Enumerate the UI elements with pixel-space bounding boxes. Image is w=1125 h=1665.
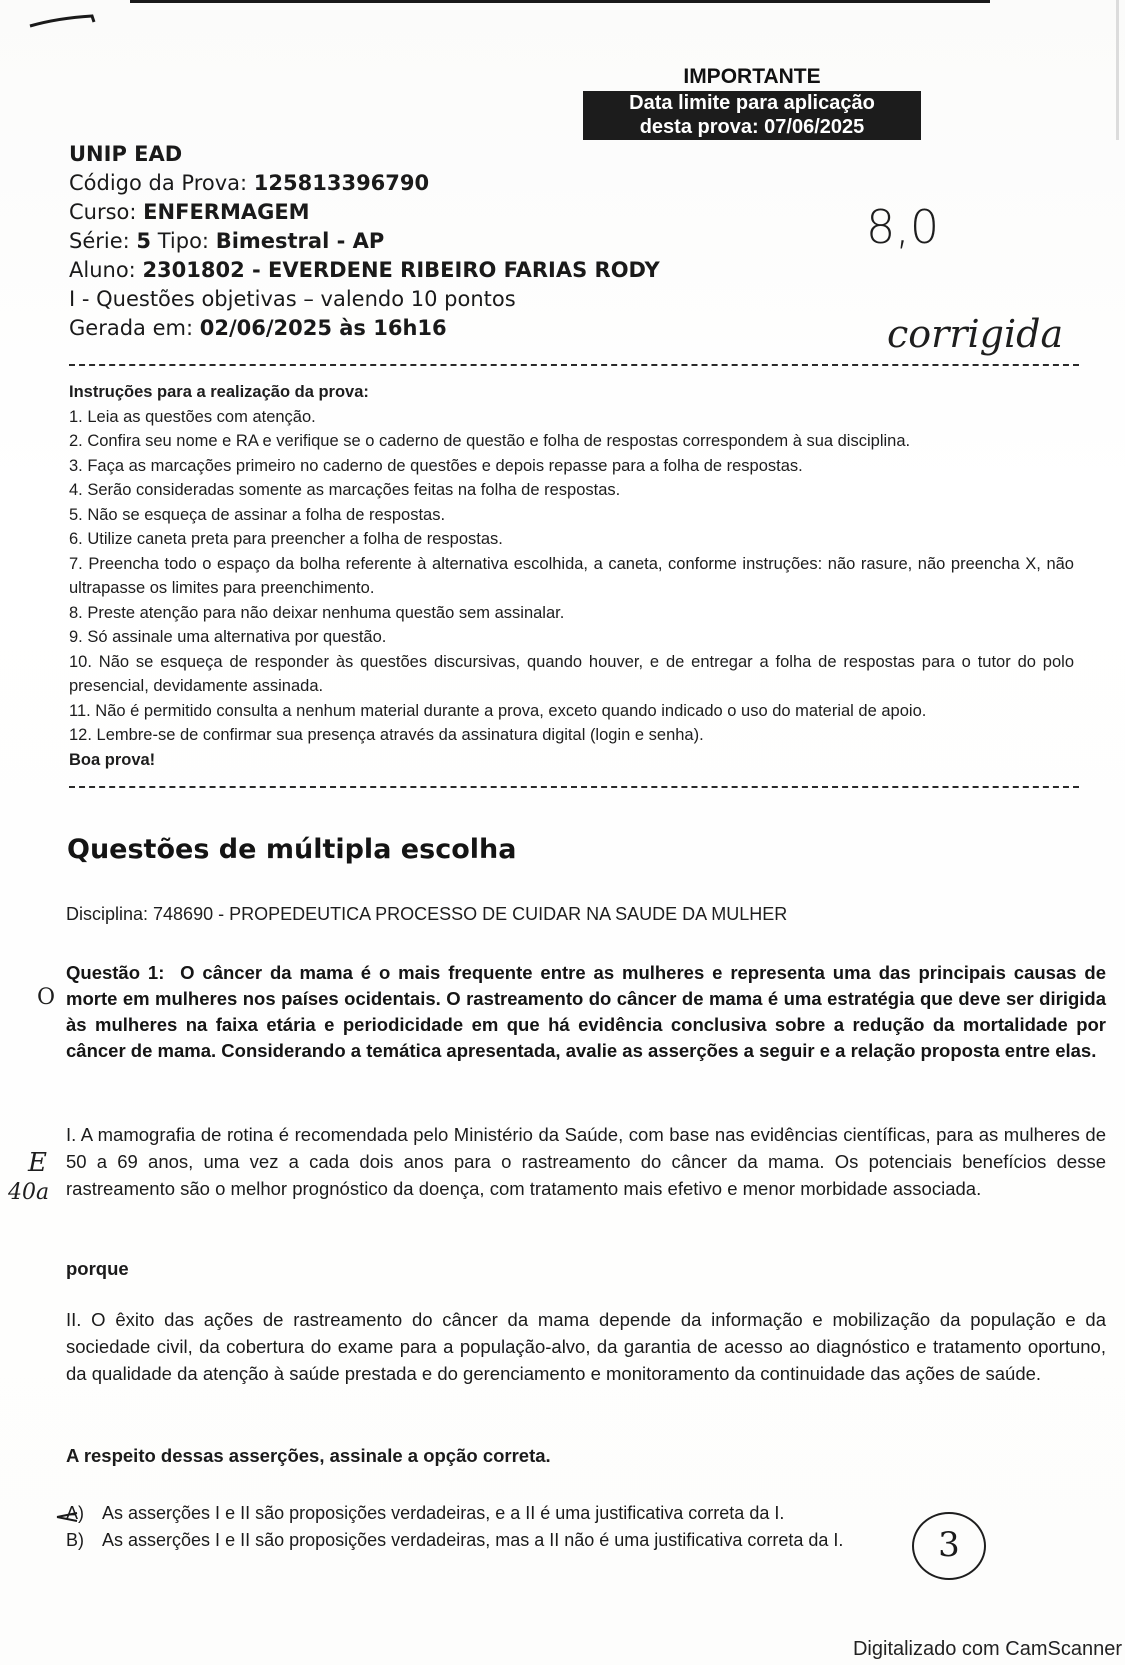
notice-title: IMPORTANTE [683,65,821,88]
serie-label: Série: [69,229,130,253]
notice-box [583,91,921,140]
notice-line-2: desta prova: 07/06/2025 [639,116,865,138]
serie-line [69,227,660,256]
discipline-line: Disciplina: 748690 - PROPEDEUTICA PROCESSO DE CUIDAR NA SAUDE DA MULHER [66,904,788,924]
instructions-heading: Instruções para a realização da prova: [69,383,369,401]
option-b-text: As asserções I e II são proposições verdadeiras, mas a II não é uma justificativa correta da I. [102,1530,844,1550]
curso-label: Curso: [69,200,137,224]
option-a[interactable] [66,1503,784,1524]
question-1-stem [66,960,1106,1064]
gerada-value: 02/06/2025 às 16h16 [199,316,447,340]
handwritten-margin-note: 40a [8,1180,50,1205]
aluno-label: Aluno: [69,258,136,282]
assertion-1: I. A mamografia de rotina é recomendada pelo Ministério da Saúde, com base nas evidências científicas, para as mulheres de 50 a 69 anos, uma vez a cada dois anos para o rastreamento do câncer da mama. Os potenciais benefícios desse rastreamento são o melhor prognóstico da doença, com tratamento mais efetivo e menor morbidade associada. [66,1124,1106,1199]
option-b[interactable] [66,1530,843,1551]
porque-connector: porque [66,1258,129,1279]
instruction-item: 6. Utilize caneta preta para preencher a folha de respostas. [69,530,503,548]
codigo-value: 125813396790 [253,171,430,195]
divider-bottom [69,786,1079,788]
instruction-item: 8. Preste atenção para não deixar nenhuma questão sem assinalar. [69,603,565,622]
instruction-item: 4. Serão consideradas somente as marcações feitas na folha de respostas. [69,481,621,499]
curso-value: ENFERMAGEM [143,200,310,224]
serie-value: 5 [136,229,152,253]
instruction-item: 1. Leia as questões com atenção. [69,407,316,426]
section-title: Questões de múltipla escolha [67,834,517,865]
divider-top [69,364,1079,366]
notice-line-1: Data limite para aplicação [629,92,875,114]
assertion-2: II. O êxito das ações de rastreamento do câncer da mama depende da informação e mobilização da população e da sociedade civil, da cobertura do exame para a população-alvo, da garantia de acesso ao diagnóstico e tratamento oportuno, da qualidade da atenção à saúde prestada e do gerenciamento e monitoramento da continuidade das ações de saúde. [66,1309,1106,1384]
gerada-label: Gerada em: [69,316,194,340]
option-a-letter: A) [66,1503,84,1523]
tipo-value: Bimestral - AP [215,229,385,253]
instruction-item: 9. Só assinale uma alternativa por questão. [69,628,387,646]
instructions [69,380,1074,772]
codigo-line [69,169,660,198]
exam-header [69,140,660,343]
instruction-item: 10. Não se esqueça de responder às questões discursivas, quando houver, e de entregar a folha de respostas para o tutor do polo presencial, devidamente assinada. [69,652,1074,695]
instruction-item: 11. Não é permitido consulta a nenhum material durante a prova, exceto quando indicado o uso do material de apoio. [69,701,927,720]
pen-stroke-mark [28,8,98,30]
handwritten-grade: 8,0 [866,200,940,254]
codigo-label: Código da Prova: [69,171,248,195]
option-a-text: As asserções I e II são proposições verdadeiras, e a II é uma justificativa correta da I. [102,1503,785,1523]
scan-edge-right [1116,0,1119,140]
instruction-item: 2. Confira seu nome e RA e verifique se o caderno de questão e folha de respostas correspondem à sua disciplina. [69,432,911,450]
handwritten-corrigida: corrigida [887,312,1064,356]
aluno-value: 2301802 - EVERDENE RIBEIRO FARIAS RODY [142,258,660,282]
instruction-item: 7. Preencha todo o espaço da bolha referente à alternativa escolhida, a caneta, conforme instruções: não rasure, não preencha X, não ultrapasse os limites para preenchimento. [69,554,1074,597]
scan-edge-top [130,0,990,3]
institution-name: UNIP EAD [69,142,183,166]
gerada-line [69,314,660,343]
instructions-closing: Boa prova! [69,750,156,769]
curso-line [69,198,660,227]
handwritten-circled-number: 3 [912,1512,986,1580]
handwritten-margin-e: E [28,1148,47,1178]
question-1-text: O câncer da mama é o mais frequente entre as mulheres e representa uma das principais causas de morte em mulheres nos países ocidentais. O rastreamento do câncer de mama é uma estratégia que deve ser dirigida às mulheres na faixa etária e periodicidade em que há evidência conclusiva sobre a redução da mortalidade por câncer de mama. Considerando a temática apresentada, avalie as asserções a seguir e a relação proposta entre elas. [66,962,1107,1061]
deadline-notice [583,65,921,140]
option-b-letter: B) [66,1530,84,1550]
instruction-item: 5. Não se esqueça de assinar a folha de respostas. [69,505,446,524]
tipo-label: Tipo: [157,229,209,253]
instruction-item: 12. Lembre-se de confirmar sua presença através da assinatura digital (login e senha). [69,726,704,744]
questoes-line: I - Questões objetivas – valendo 10 pontos [69,287,516,311]
question-1-label: Questão 1: [66,962,165,983]
aluno-line [69,256,660,285]
scanner-watermark: Digitalizado com CamScanner [852,1638,1122,1660]
handwritten-margin-o: O [37,985,56,1010]
answer-prompt: A respeito dessas asserções, assinale a opção correta. [66,1445,551,1466]
instruction-item: 3. Faça as marcações primeiro no caderno de questões e depois repasse para a folha de respostas. [69,456,803,475]
